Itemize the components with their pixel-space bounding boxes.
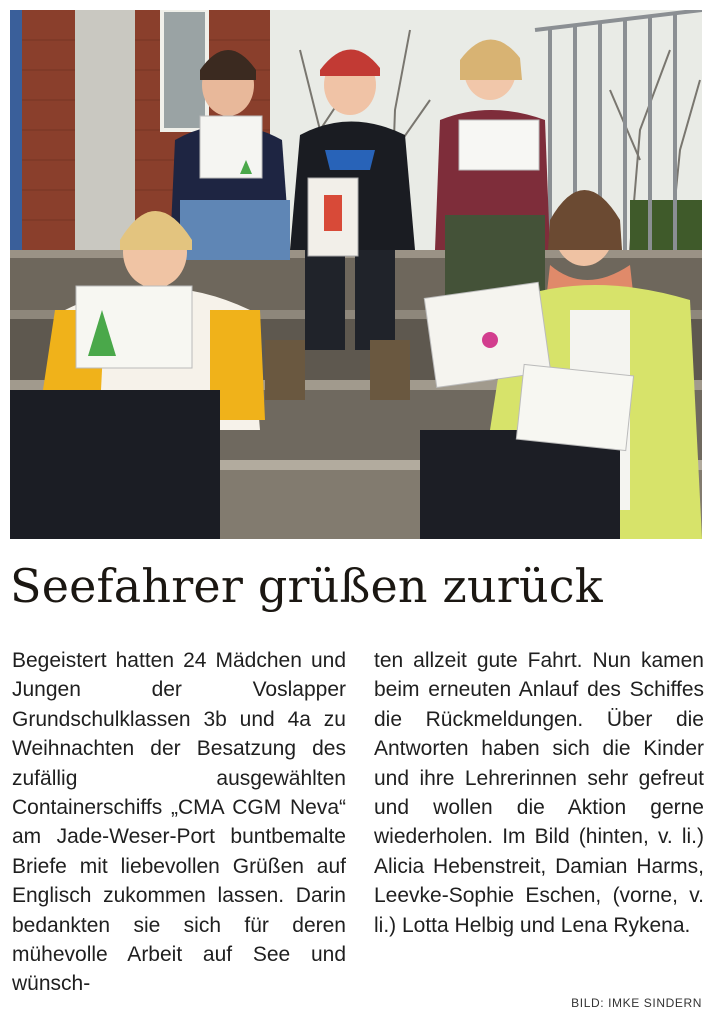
article-photo xyxy=(10,10,702,539)
article-column-left xyxy=(12,646,346,999)
body-text-left: Begeistert hatten 24 Mädchen und Jungen der Voslapper Grundschulklassen 3b und 4a zu Weihnachten der Besatzung des zufällig ausgewählten Containerschiffs „CMA CGM Neva“ am Jade-Weser-Port buntbemalte Briefe mit liebevollen Grüßen auf Englisch zukommen lassen. Darin bedankten sie sich für deren mühevolle Arbeit auf See und wünsch- xyxy=(12,649,346,996)
body-text-right: ten allzeit gute Fahrt. Nun kamen beim erneuten Anlauf des Schiffes die Rückmeldungen. Über die Antworten haben sich die Kinder und ihre Lehrerinnen sehr gefreut und wollen die Aktion gerne wiederholen. Im Bild (hinten, v. li.) Alicia Hebenstreit, Damian Harms, Leevke-Sophie Eschen, (vorne, v. li.) Lotta Helbig und Lena Rykena. xyxy=(374,649,704,937)
photo-credit: BILD: IMKE SINDERN xyxy=(571,996,702,1010)
article-column-right xyxy=(374,646,704,940)
headline: Seefahrer grüßen zurück xyxy=(10,559,603,613)
